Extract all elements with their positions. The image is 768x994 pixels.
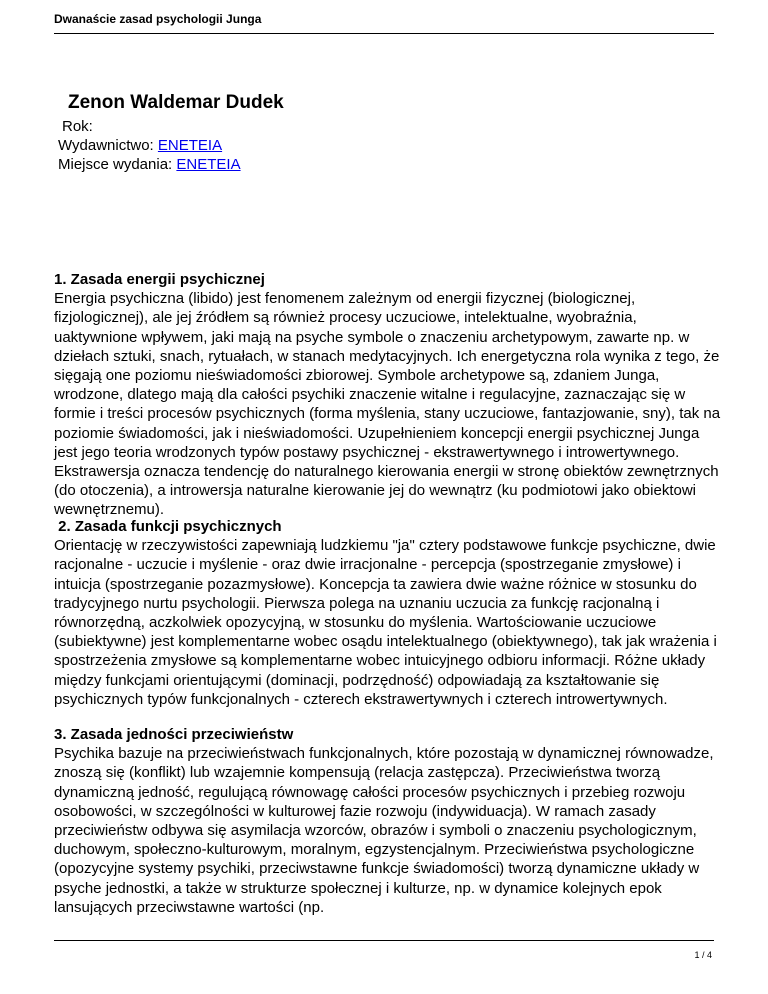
header-divider <box>54 33 714 34</box>
section-energy <box>54 270 724 520</box>
year-label: Rok: <box>62 118 93 135</box>
publisher-link[interactable]: ENETEIA <box>157 137 223 154</box>
section-heading: 2. Zasada funkcji psychicznych <box>54 518 282 535</box>
section-opposites <box>54 725 724 917</box>
publisher-label: Wydawnictwo: <box>58 137 154 154</box>
place-link[interactable]: ENETEIA <box>176 156 241 173</box>
section-body: Psychika bazuje na przeciwieństwach funkcjonalnych, które pozostają w dynamicznej równowadze, znoszą się (konflikt) lub wzajemnie kompensują (relacja zastępcza). Przeciwieństwa tworzą dynamiczną jedność, regulującą równowagę całości procesów psychicznych i przebieg rozwoju osobowości, w szczególności w kulturowej fazie rozwoju (indywiduacja). W ramach zasady przeciwieństw odbywa się asymilacja wzorców, obrazów i symboli o znaczeniu psychologicznym, duchowym, społeczno-kulturowym, moralnym, egzystencjalnym. Przeciwieństwa psychologiczne (opozycyjne systemy psychiki, przeciwstawne funkcje świadomości) tworzą dynamiczne układy w psyche jednostki, a także w strukturze społecznej i kulturze, np. w dynamice kolejnych epok lansujących przeciwstawne wartości (np. <box>54 745 714 916</box>
footer-divider <box>54 940 714 941</box>
publisher-row <box>58 137 222 155</box>
page-header-title: Dwanaście zasad psychologii Junga <box>54 12 262 26</box>
section-functions <box>54 517 724 709</box>
section-heading: 3. Zasada jedności przeciwieństw <box>54 726 294 743</box>
author-name: Zenon Waldemar Dudek <box>68 92 284 113</box>
section-heading: 1. Zasada energii psychicznej <box>54 271 265 288</box>
year-row <box>62 118 93 136</box>
page-number: 1 / 4 <box>694 950 712 960</box>
place-row <box>58 156 241 174</box>
section-body: Energia psychiczna (libido) jest fenomenem zależnym od energii fizycznej (biologicznej, fizjologicznej), ale jej źródłem są również procesy uczuciowe, intelektualne, wyobraźnia, uaktywnione wpływem, jaki mają na psyche symbole o znaczeniu archetypowym, zawarte np. w dziełach sztuki, snach, rytuałach, w stanach medytacyjnych. Ich energetyczna rola wynika z tego, że sięgają one poziomu nieświadomości zbiorowej. Symbole archetypowe są, zdaniem Junga, wrodzone, dlatego mają dla całości psychiki znaczenie witalne i regulacyjne, zaznaczając się w formie i treści procesów psychicznych (forma myślenia, stany uczuciowe, fantazjowanie, sny), tak na poziomie świadomości, jak i nieświadomości. Uzupełnieniem koncepcji energii psychicznej Junga jest jego teoria wrodzonych typów postawy psychicznej - ekstrawertywnego i introwertywnego. Ekstrawersja oznacza tendencję do naturalnego kierowania energii w stronę obiektów zewnętrznych (do otoczenia), a introwersja naturalne kierowanie jej do wewnątrz (ku podmiotowi jako obiektowi wewnętrznemu). <box>54 290 721 519</box>
place-label: Miejsce wydania: <box>58 156 173 173</box>
section-body: Orientację w rzeczywistości zapewniają ludzkiemu "ja" cztery podstawowe funkcje psychiczne, dwie racjonalne - uczucie i myślenie - oraz dwie irracjonalne - percepcja (spostrzeganie zmysłowe) i intuicja (spostrzeganie pozazmysłowe). Koncepcja ta zawiera dwie ważne różnice w stosunku do tradycyjnego nurtu psychologii. Pierwsza polega na uznaniu uczucia za funkcję racjonalną i równorzędną, aczkolwiek opozycyjną, w stosunku do myślenia. Wartościowanie uczuciowe (subiektywne) jest komplementarne wobec osądu intelektualnego (obiektywnego), tak jak wrażenia i spostrzeżenia zmysłowe są komplementarne wobec intuicyjnego odbioru informacji. Różne układy między funkcjami orientującymi (dominacji, podrzędność) odpowiadają za kształtowanie się psychicznych typów funkcjonalnych - czterech ekstrawertywnych i czterech introwertywnych. <box>54 537 717 708</box>
